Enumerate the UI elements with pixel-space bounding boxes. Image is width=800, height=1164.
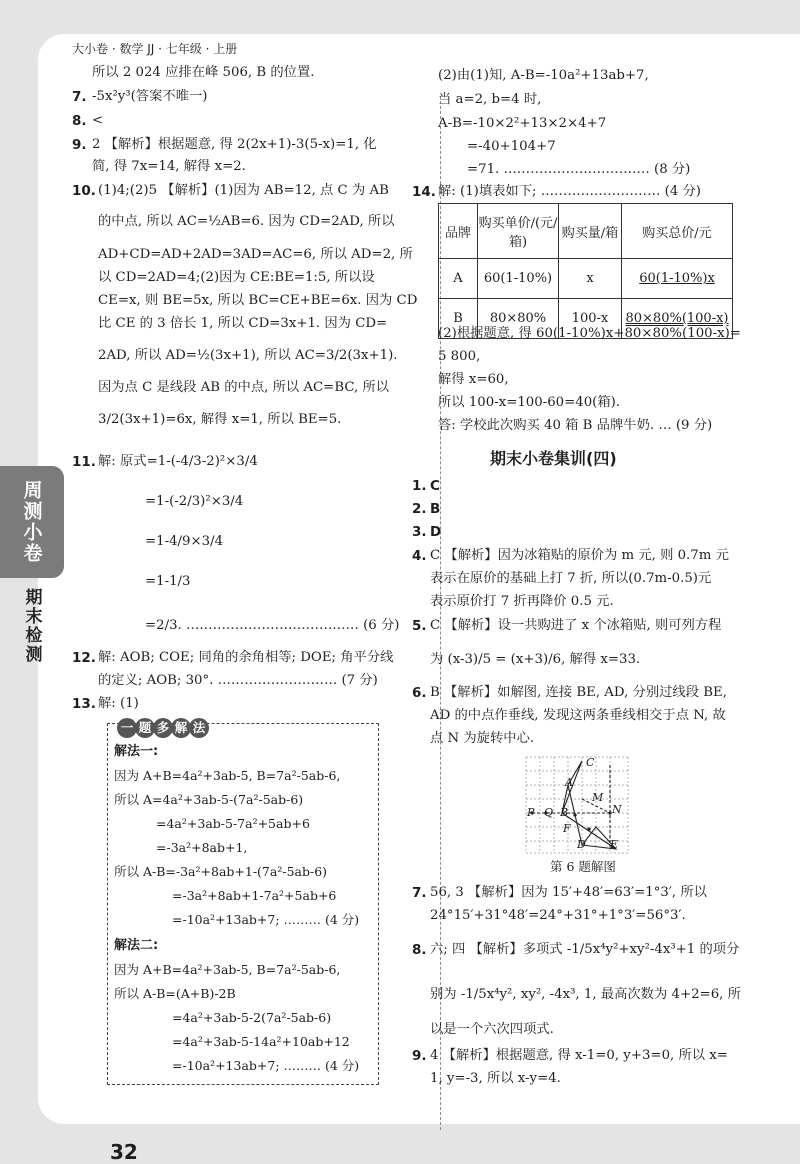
answer-line: 以 CD=2AD=4;(2)因为 CE:BE=1:5, 所以设: [98, 270, 375, 285]
answer-line: 点 N 为旋转中心.: [430, 731, 535, 746]
choice-answer: B: [430, 501, 441, 517]
question-number: 13.: [72, 696, 96, 712]
question-number: 7.: [72, 89, 87, 105]
fig-label: N: [612, 803, 622, 816]
answer-line: 因为点 C 是线段 AB 的中点, 所以 AC=BC, 所以: [98, 380, 390, 395]
answer-line: A-B=-10×2²+13×2×4+7: [438, 116, 607, 131]
solution-line: =4a²+3ab-5-2(7a²-5ab-6): [172, 1010, 332, 1025]
fig-label: B: [560, 806, 569, 819]
answer-line: 解得 x=60,: [438, 372, 509, 387]
question-number: 6.: [412, 685, 427, 701]
table-cell: 60(1-10%): [478, 259, 559, 299]
solution-line: 所以 A-B=-3a²+8ab+1-(7a²-5ab-6): [114, 864, 328, 879]
answer-line: 六; 四 【解析】多项式 -1/5x⁴y²+xy²-4x³+1 的项分: [430, 942, 740, 957]
fig-label: M: [592, 791, 604, 804]
answer-line: 所以 100-x=100-60=40(箱).: [438, 395, 621, 410]
table-header-row: [439, 204, 733, 259]
fig-label: F: [563, 822, 571, 835]
answer-line: =1-4/9×3/4: [145, 534, 224, 549]
answer-line: (2)根据题意, 得 60(1-10%)x+80×80%(100-x)=: [438, 326, 741, 341]
solution-line: =4a²+3ab-5-7a²+5ab+6: [156, 816, 310, 831]
answer-line: =1-(-2/3)²×3/4: [145, 494, 244, 509]
answer-line: 解: AOB; COE; 同角的余角相等; DOE; 角平分线: [98, 650, 394, 665]
answer-line: B 【解析】如解图, 连接 BE, AD, 分别过线段 BE,: [430, 685, 727, 700]
table-header-cell: 品牌: [439, 204, 478, 259]
answer-line: 4 【解析】根据题意, 得 x-1=0, y+3=0, 所以 x=: [430, 1048, 728, 1063]
answer-line: 的中点, 所以 AC=½AB=6. 因为 CD=2AD, 所以: [98, 214, 395, 229]
solution-line: =-3a²+8ab+1-7a²+5ab+6: [172, 888, 337, 903]
answer-line: (1)4;(2)5 【解析】(1)因为 AB=12, 点 C 为 AB: [98, 183, 389, 198]
question-number: 2.: [412, 501, 427, 517]
side-tab-active[interactable]: 周测小卷: [0, 466, 64, 578]
question-number: 1.: [412, 478, 427, 494]
multi-solution-badge: 一 题 多 解 法: [117, 717, 207, 738]
purchase-table: [438, 203, 733, 339]
table-cell: 80×80%: [478, 299, 559, 339]
page-number: 32: [110, 1140, 138, 1164]
table-row: [439, 259, 733, 299]
answer-line: (2)由(1)知, A-B=-10a²+13ab+7,: [438, 68, 649, 83]
solution-line: 因为 A+B=4a²+3ab-5, B=7a²-5ab-6,: [114, 962, 341, 977]
answer-line: 3/2(3x+1)=6x, 解得 x=1, 所以 BE=5.: [98, 412, 342, 427]
question-number: 9.: [72, 137, 87, 153]
solution-line: =-3a²+8ab+1,: [156, 840, 248, 855]
question-number: 4.: [412, 548, 427, 564]
question-number: 12.: [72, 650, 96, 666]
section-title: 期末小卷集训(四): [490, 449, 617, 468]
choice-answer: D: [430, 524, 442, 540]
question-number: 5.: [412, 618, 427, 634]
answer-line: CE=x, 则 BE=5x, 所以 BC=CE+BE=6x. 因为 CD: [98, 293, 418, 308]
solution-line: =-10a²+13ab+7; ……… (4 分): [172, 1058, 360, 1073]
table-cell-answer: 60(1-10%)x: [639, 271, 715, 286]
answer-line: =2/3. ………………………………… (6 分): [145, 618, 400, 633]
answer-line: C 【解析】设一共购进了 x 个冰箱贴, 则可列方程: [430, 618, 722, 633]
table-cell-answer: 80×80%(100-x): [625, 311, 729, 326]
fig-label: C: [586, 756, 595, 769]
answer-line: 表示在原价的基础上打 7 折, 所以(0.7m-0.5)元: [430, 571, 712, 586]
choice-answer: C: [430, 478, 440, 494]
answer-line: 答: 学校此次购买 40 箱 B 品牌牛奶. … (9 分): [438, 418, 713, 433]
answer-line: 比 CE 的 3 倍长 1, 所以 CD=3x+1. 因为 CD=: [98, 316, 388, 331]
question-number: 8.: [72, 113, 87, 129]
fig-label: Q: [544, 806, 554, 819]
figure-caption: 第 6 题解图: [550, 859, 616, 874]
running-header: 大小卷 · 数学 JJ · 七年级 · 上册: [72, 42, 238, 56]
solution-line: 所以 A=4a²+3ab-5-(7a²-5ab-6): [114, 792, 304, 807]
answer-line: AD 的中点作垂线, 发现这两条垂线相交于点 N, 故: [430, 708, 726, 723]
answer-line: 56, 3 【解析】因为 15′+48′=63′=1°3′, 所以: [430, 885, 707, 900]
table-cell: x: [559, 259, 622, 299]
answer-line: 解: (1)填表如下; ……………………… (4 分): [438, 184, 701, 199]
question-number: 8.: [412, 942, 427, 958]
question-number: 11.: [72, 454, 96, 470]
answer-line: 24°15′+31°48′=24°+31°+1°3′=56°3′.: [430, 908, 686, 923]
answer-line: AD+CD=AD+2AD=3AD=AC=6, 所以 AD=2, 所: [98, 247, 413, 262]
question-number: 9.: [412, 1048, 427, 1064]
question-number: 7.: [412, 885, 427, 901]
answer-line: =71. …………………………… (8 分): [467, 162, 691, 177]
fig-label: P: [527, 806, 535, 819]
question-number: 14.: [412, 184, 436, 200]
answer-line: C 【解析】因为冰箱贴的原价为 m 元, 则 0.7m 元: [430, 548, 729, 563]
answer-line: 的定义; AOB; 30°. ……………………… (7 分): [98, 673, 378, 688]
fig-label: E: [610, 838, 619, 851]
table-header-cell: 购买总价/元: [622, 204, 733, 259]
solution-line: =-10a²+13ab+7; ……… (4 分): [172, 912, 360, 927]
answer-line: 2 【解析】根据题意, 得 2(2x+1)-3(5-x)=1, 化: [92, 137, 377, 152]
answer-line: 2AD, 所以 AD=½(3x+1), 所以 AC=3/2(3x+1).: [98, 348, 398, 363]
table-cell: A: [439, 259, 478, 299]
answer-line: 以是一个六次四项式.: [430, 1022, 554, 1037]
answer-line: 为 (x-3)/5 = (x+3)/6, 解得 x=33.: [430, 652, 641, 667]
answer-line: =1-1/3: [145, 574, 191, 589]
answer-line: =-40+104+7: [467, 139, 556, 154]
answer-line: 1, y=-3, 所以 x-y=4.: [430, 1071, 561, 1086]
answer-line: 所以 2 024 应排在峰 506, B 的位置.: [92, 65, 315, 80]
table-header-cell: 购买单价/(元/箱): [478, 204, 559, 259]
table-cell: 100-x: [559, 299, 622, 339]
table-cell: B: [439, 299, 478, 339]
solution-heading: 解法二:: [114, 938, 159, 953]
question-number: 3.: [412, 524, 427, 540]
side-tab-inactive[interactable]: 期末检测: [21, 588, 42, 664]
solution-line: 因为 A+B=4a²+3ab-5, B=7a²-5ab-6,: [114, 768, 341, 783]
answer-line: 表示原价打 7 折再降价 0.5 元.: [430, 594, 614, 609]
answer-line: -5x²y³(答案不唯一): [92, 89, 208, 104]
answer-line: 当 a=2, b=4 时,: [438, 92, 542, 107]
solution-line: =4a²+3ab-5-14a²+10ab+12: [172, 1034, 350, 1049]
fig-label: D: [577, 838, 586, 851]
solution-line: 所以 A-B=(A+B)-2B: [114, 986, 236, 1001]
answer-line: 解: (1): [98, 696, 139, 711]
answer-line: 解: 原式=1-(-4/3-2)²×3/4: [98, 454, 258, 469]
solution-heading: 解法一:: [114, 744, 159, 759]
table-header-cell: 购买量/箱: [559, 204, 622, 259]
fig-label: A: [565, 776, 573, 789]
question-number: 10.: [72, 183, 96, 199]
answer-line: <: [92, 113, 104, 128]
answer-line: 简, 得 7x=14, 解得 x=2.: [92, 159, 246, 174]
answer-line: 别为 -1/5x⁴y², xy², -4x³, 1, 最高次数为 4+2=6, 所: [430, 987, 741, 1002]
answer-line: 5 800,: [438, 349, 481, 364]
